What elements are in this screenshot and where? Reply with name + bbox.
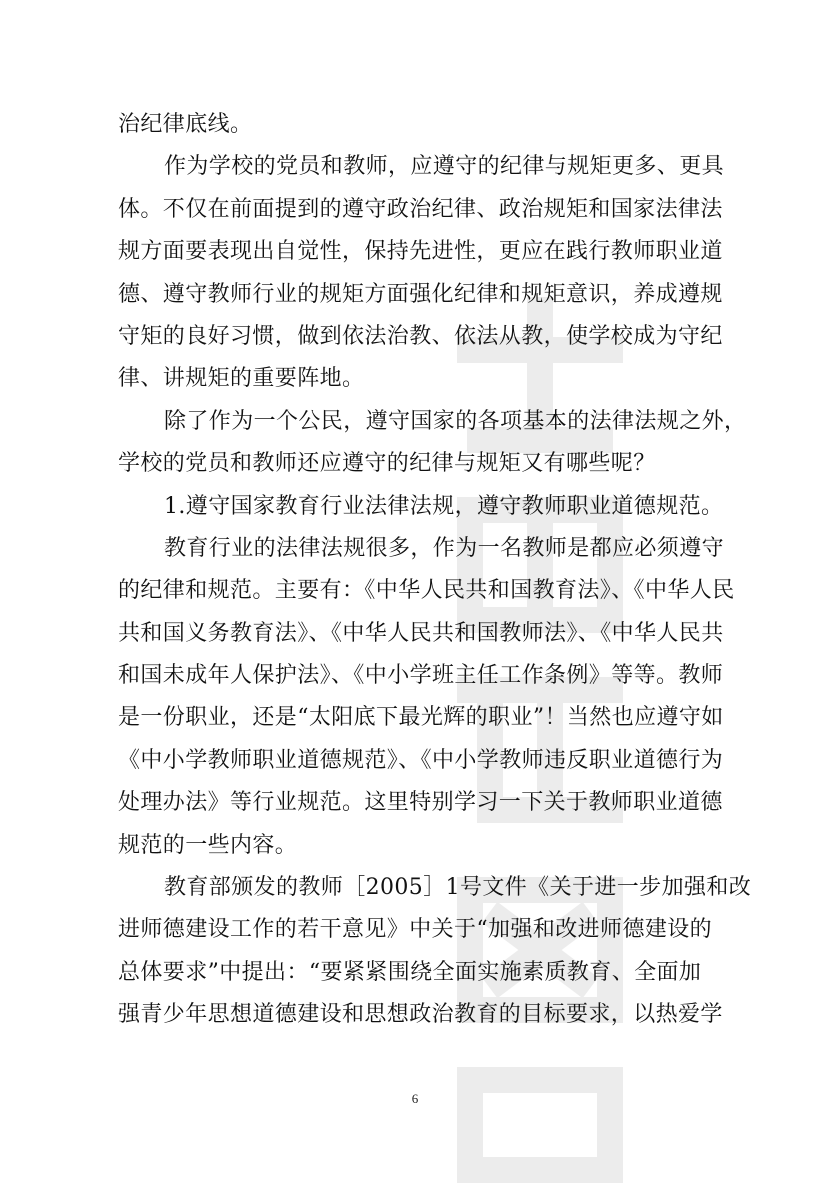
paragraph-line: 规方面要表现出自觉性，保持先进性，更应在践行教师职业道 xyxy=(118,239,723,265)
paragraph-start-line: 教育行业的法律法规很多，作为一名教师是都应必须遵守 xyxy=(164,535,725,561)
paragraph-line: 总体要求”中提出：“要紧紧围绕全面实施素质教育、全面加 xyxy=(118,959,702,985)
paragraph-line: 律、讲规矩的重要阵地。 xyxy=(118,366,365,392)
paragraph-line: 共和国义务教育法》、《中华人民共和国教师法》、《中华人民共 xyxy=(118,620,724,646)
paragraph-line: 《中小学教师职业道德规范》、《中小学教师违反职业道德行为 xyxy=(118,747,724,773)
paragraph-line: 是一份职业，还是“太阳底下最光辉的职业”！当然也应遵守如 xyxy=(118,705,724,731)
paragraph-line: 治纪律底线。 xyxy=(118,112,253,137)
paragraph-line: 强青少年思想道德建设和思想政治教育的目标要求，以热爱学 xyxy=(118,1002,723,1028)
paragraph-line: 处理办法》等行业规范。这里特别学习一下关于教师职业道德 xyxy=(118,790,723,816)
paragraph-line: 守矩的良好习惯，做到依法治教、依法从教，使学校成为守纪 xyxy=(118,323,723,349)
paragraph-line: 和国未成年人保护法》、《中小学班主任工作条例》等等。教师 xyxy=(118,663,724,689)
paragraph-line: 的纪律和规范。主要有：《中华人民共和国教育法》、《中华人民 xyxy=(118,578,735,604)
paragraph-line: 学校的党员和教师还应遵守的纪律与规矩又有哪些呢？ xyxy=(118,451,656,477)
paragraph-start-line: 作为学校的党员和教师，应遵守的纪律与规矩更多、更具 xyxy=(164,154,725,180)
paragraph-line: 体。不仅在前面提到的遵守政治纪律、政治规矩和国家法律法 xyxy=(118,196,723,222)
paragraph-start-line: 除了作为一个公民，遵守国家的各项基本的法律法规之外， xyxy=(164,408,747,434)
paragraph-line: 进师德建设工作的若干意见》中关于“加强和改进师德建设的 xyxy=(118,917,713,943)
body-text xyxy=(118,104,752,1037)
paragraph-start-line: 教育部颁发的教师［2005］1号文件《关于进一步加强和改 xyxy=(164,875,752,901)
page-number: 6 xyxy=(411,1091,419,1106)
paragraph-line: 德、遵守教师行业的规矩方面强化纪律和规矩意识，养成遵规 xyxy=(118,281,723,307)
paragraph-line: 规范的一些内容。 xyxy=(118,832,298,858)
paragraph-start-line: 1.遵守国家教育行业法律法规，遵守教师职业道德规范。 xyxy=(164,493,724,519)
